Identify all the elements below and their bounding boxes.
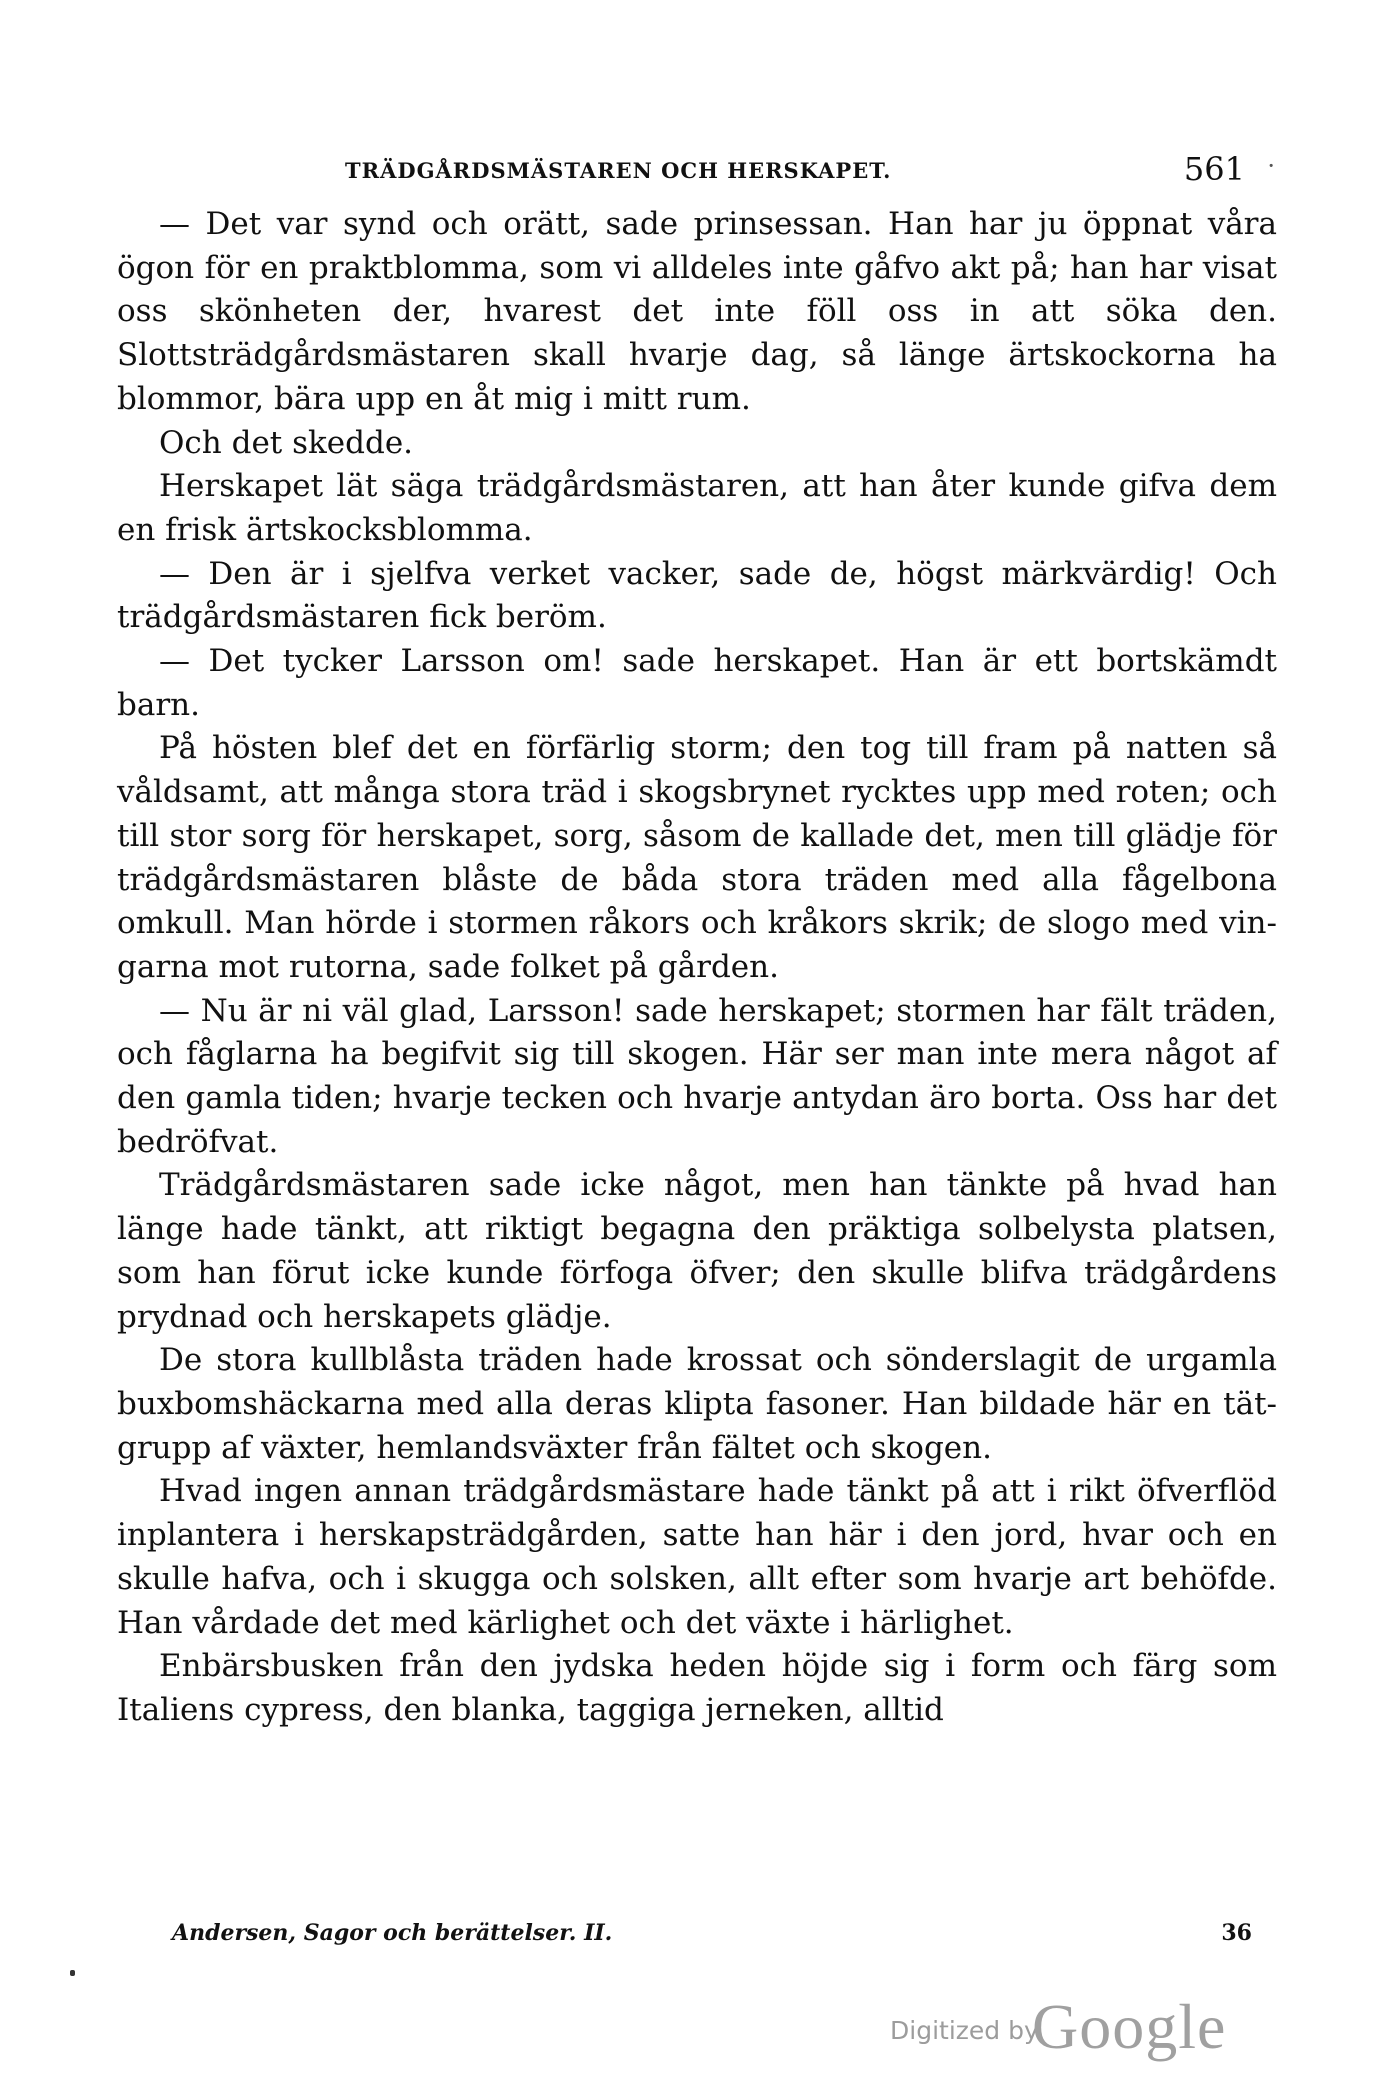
ink-speck [70,1970,75,1976]
paragraph: Trädgårdsmästaren sade icke något, men han tänkte på hvad han länge hade tänkt, att riktigt begagna den präktiga solbelysta platsen, som han förut icke kunde förfoga öfver; den skulle blifva trädgårdens prydnad och herskapets glädje. [117,1167,1277,1335]
body-text [117,203,1277,1733]
head-dash-mark: · [1267,152,1275,180]
paragraph: — Den är i sjelfva verket vacker, sade de, högst märkvärdig! Och trädgårdsmästaren fick beröm. [117,555,1277,636]
page-number: 561 [1183,150,1245,188]
digitization-watermark [890,1990,1270,2060]
watermark-prefix: Digitized by [890,2016,1039,2045]
footer-signature-line [172,1920,1252,1960]
signature-mark: 36 [1221,1920,1252,1946]
signature: Andersen, Sagor och berättelser. II. [172,1920,613,1946]
paragraph: Herskapet lät säga trädgårdsmästaren, att han åter kunde gifva dem en frisk ärtskocksblomma. [117,468,1277,548]
paragraph: — Nu är ni väl glad, Larsson! sade herskapet; stormen har fält träden, och fåglarna ha begifvit sig till skogen. Här ser man inte mera något af den gamla tiden; hvarje tecken och hvarje antydan äro borta. Oss har det bedröfvat. [117,992,1277,1160]
paragraph: Hvad ingen annan trädgårdsmästare hade tänkt på att i rikt öfverflöd inplantera i herskapsträdgården, satte han här i den jord, hvar och en skulle hafva, och i skugga och solsken, allt efter som hvarje art behöfde. Han vårdade det med kärlighet och det växte i härlighet. [117,1473,1277,1641]
paragraph: — Det tycker Larsson om! sade herskapet. Han är ett bortskämdt barn. [117,643,1277,723]
google-logo: Google [1032,1991,1227,2062]
paragraph: Och det skedde. [159,424,414,461]
running-head [115,150,1285,190]
paragraph: — Det var synd och orätt, sade prinsessan. Han har ju öppnat våra ögon för en praktblomma, som vi alldeles inte gåfvo akt på; han har visat oss skönheten der, hvarest det inte föll oss in att söka den. Slottsträdgårdsmästaren skall hvarje dag, så länge ärtskockorna ha blommor, bära upp en åt mig i mitt rum. [117,206,1277,417]
paragraph: På hösten blef det en förfärlig storm; den tog till fram på natten så våldsamt, att många stora träd i skogsbrynet rycktes upp med roten; och till stor sorg för herskapet, sorg, såsom de kallade det, men till glädje för trädgårdsmästaren blåste de båda stora träden med alla fågelbona omkull. Man hörde i stormen råkors och kråkors skrik; de slogo med vingarna mot rutorna, sade folket på gården. [117,730,1277,985]
running-title: TRÄDGÅRDSMÄSTAREN OCH HERSKAPET. [345,158,892,183]
paragraph: De stora kullblåsta träden hade krossat och sönderslagit de urgamla buxbomshäckarna med alla deras klipta fasoner. Han bildade här en tät-grupp af växter, hemlandsväxter från fältet och skogen. [117,1342,1277,1466]
paragraph: Enbärsbusken från den jydska heden höjde sig i form och färg som Italiens cypress, den blanka, taggiga jerneken, alltid [117,1648,1277,1728]
